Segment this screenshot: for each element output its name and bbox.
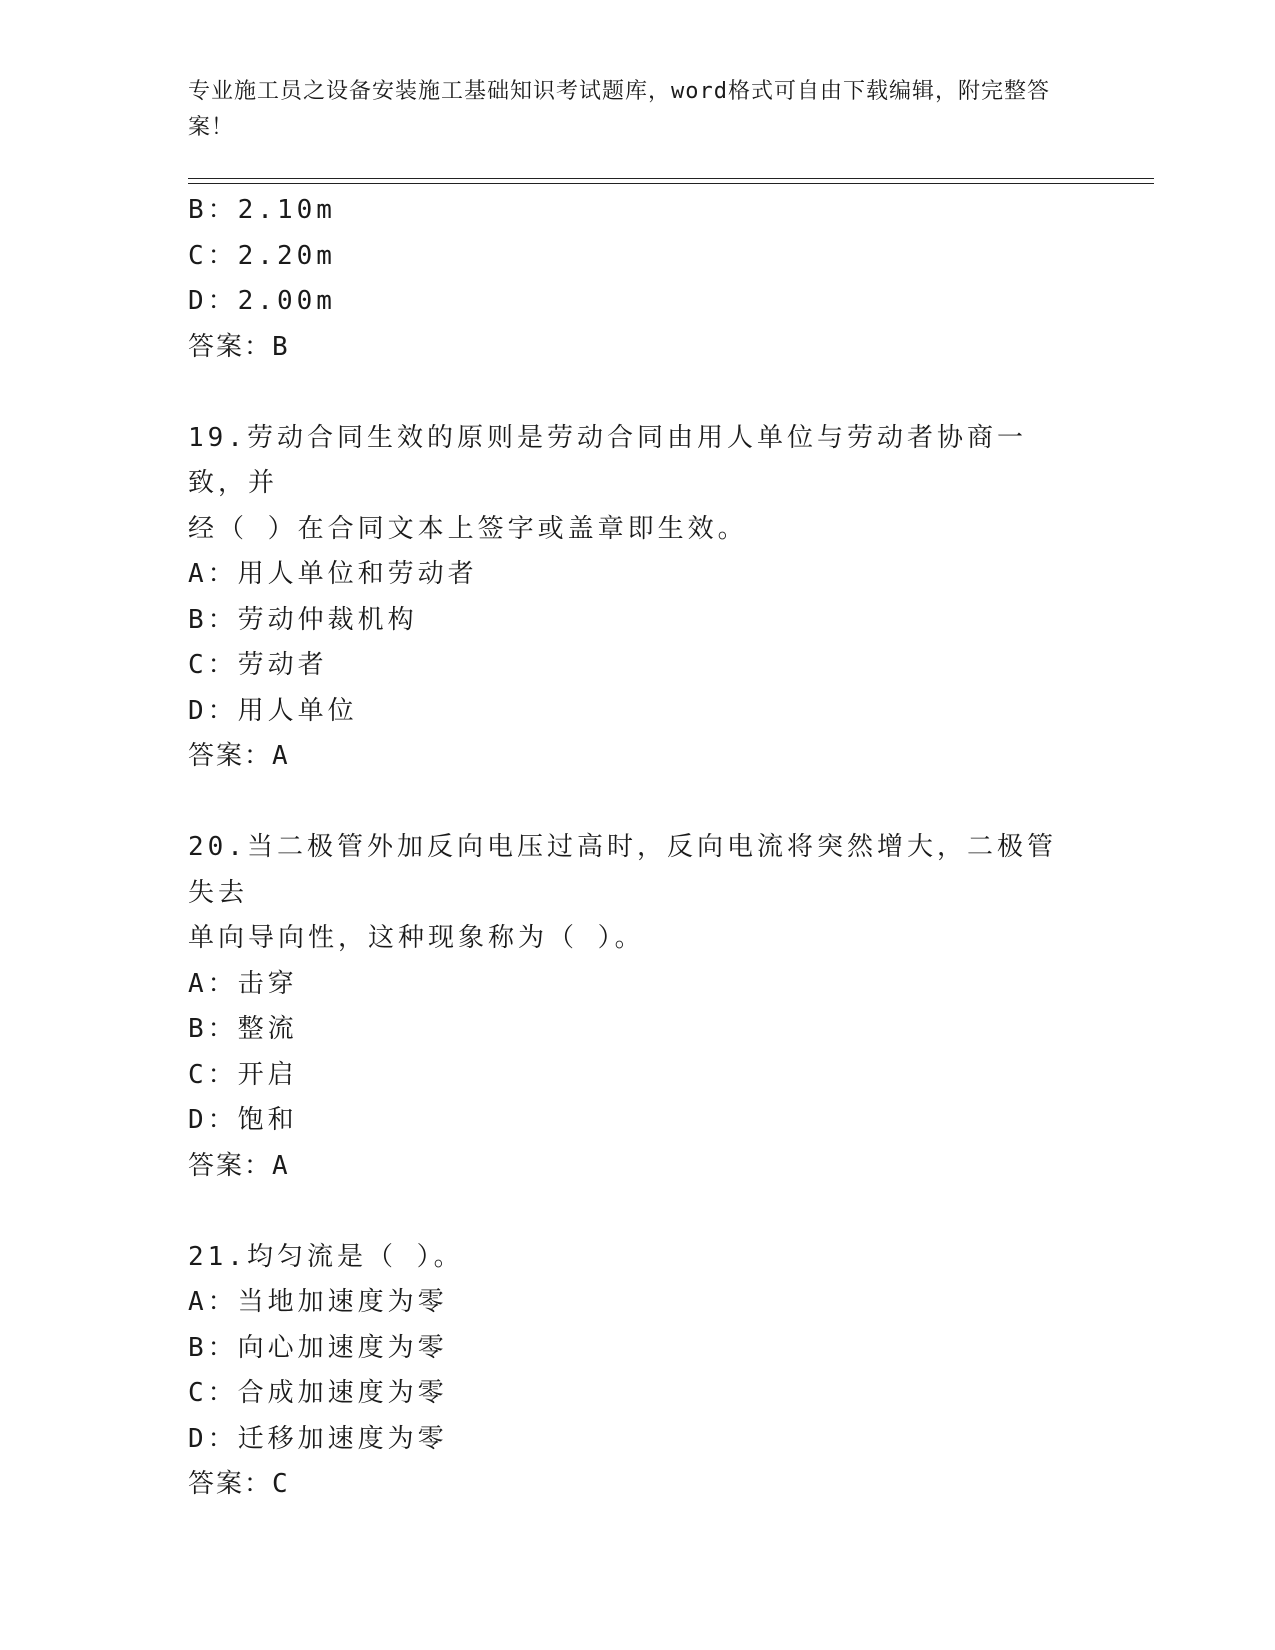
spacer <box>188 1189 1088 1235</box>
question-21 <box>188 1235 1068 1281</box>
option-d: D：迁移加速度为零 <box>188 1423 448 1454</box>
spacer <box>188 370 1088 416</box>
option-d: D：2.00m <box>188 286 336 316</box>
option-b: B：整流 <box>188 1014 298 1044</box>
answer-line: 答案：C <box>188 1469 289 1499</box>
option-a: A：击穿 <box>188 968 298 999</box>
question-text-line: 单向导向性，这种现象称为（ ）。 <box>188 923 645 953</box>
option-c: C：2.20m <box>188 240 336 271</box>
question-text-line: 21.均匀流是（ ）。 <box>188 1241 464 1272</box>
question-text-line: 19.劳动合同生效的原则是劳动合同由用人单位与劳动者协商一致，并 <box>188 422 1027 498</box>
option-d: D：用人单位 <box>188 695 358 726</box>
answer-line: 答案：A <box>188 1150 289 1181</box>
spacer <box>188 780 1088 826</box>
option-a: A：用人单位和劳动者 <box>188 559 478 589</box>
option-b: B：2.10m <box>188 195 336 225</box>
question-content <box>188 188 1088 1508</box>
option-b: B：向心加速度为零 <box>188 1332 448 1363</box>
header-divider-bottom <box>188 183 1154 184</box>
header-divider-top <box>188 178 1154 179</box>
option-c: C：劳动者 <box>188 650 328 680</box>
option-c: C：合成加速度为零 <box>188 1378 448 1408</box>
question-text-line: 经（ ）在合同文本上签字或盖章即生效。 <box>188 513 748 544</box>
question-text-line: 20.当二极管外加反向电压过高时，反向电流将突然增大，二极管失去 <box>188 832 1057 908</box>
option-d: D：饱和 <box>188 1105 298 1135</box>
document-header-title: 专业施工员之设备安装施工基础知识考试题库，word格式可自由下载编辑，附完整答案！ <box>188 79 1050 140</box>
option-a: A：当地加速度为零 <box>188 1287 448 1317</box>
answer-line: 答案：A <box>188 741 289 771</box>
option-c: C：开启 <box>188 1059 298 1090</box>
answer-line: 答案：B <box>188 331 289 362</box>
question-19 <box>188 416 1068 553</box>
option-b: B：劳动仲裁机构 <box>188 604 418 635</box>
question-20 <box>188 825 1068 962</box>
